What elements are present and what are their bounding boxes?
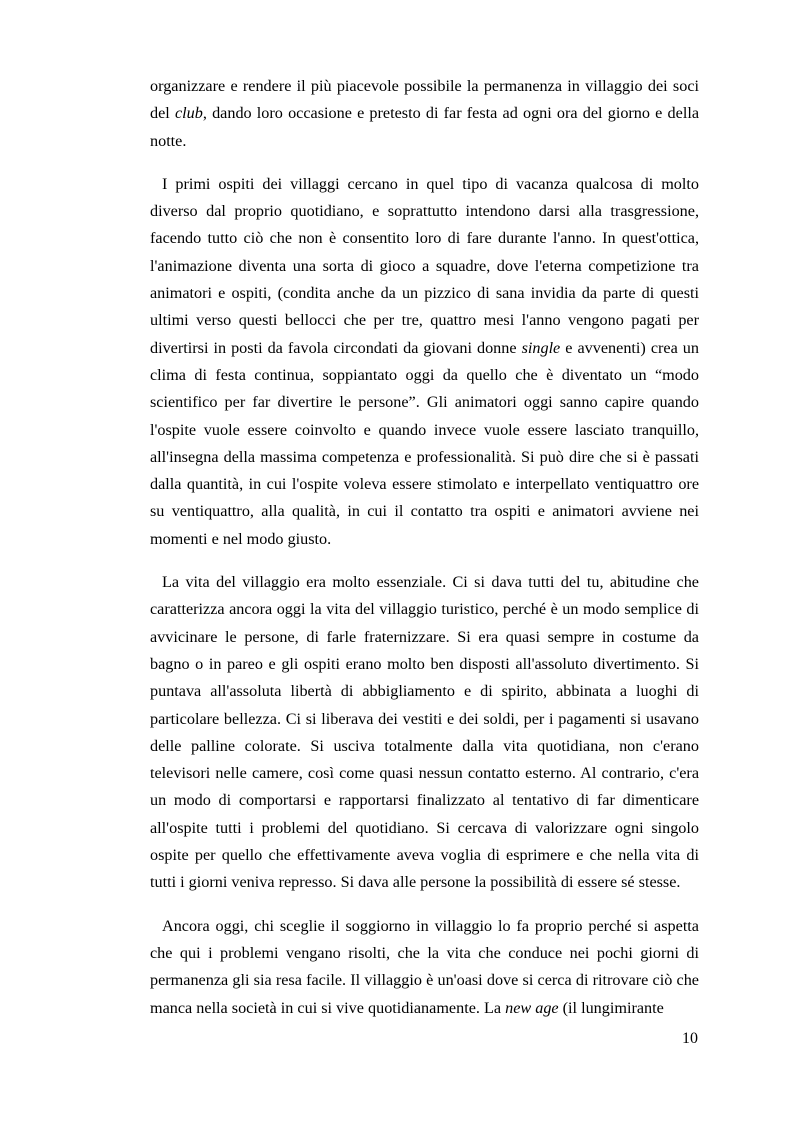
body-text [150,73,699,1038]
paragraph-1 [150,73,699,155]
page-number: 10 [682,1030,698,1047]
text-segment: I primi ospiti dei villaggi cercano in quel tipo di vacanza qualcosa di molto diverso dal proprio quotidiano, e soprattutto intendono darsi alla trasgressione, facendo tutto ciò che non è consentito loro di fare durante l'anno. In quest'ottica, l'animazione diventa una sorta di gioco a squadre, dove l'eterna competizione tra animatori e ospiti, (condita anche da un pizzico di sana invidia da parte di questi ultimi verso questi bellocci che per tre, quattro mesi l'anno vengono pagati per divertirsi in posti da favola circondati da giovani donne [150,174,699,357]
italic-text: single [521,338,561,357]
paragraph-3 [150,569,699,897]
text-segment: e avvenenti) crea un clima di festa continua, soppiantato oggi da quello che è diventato un “modo scientifico per far divertire le persone”. Gli animatori oggi sanno capire quando l'ospite vuole essere coinvolto e quando invece vuole essere lasciato tranquillo, all'insegna della massima competenza e professionalità. Si può dire che si è passati dalla quantità, in cui l'ospite voleva essere stimolato e interpellato ventiquattro ore su ventiquattro, alla qualità, in cui il contatto tra ospiti e animatori avviene nei momenti e nel modo giusto. [150,338,699,548]
text-segment: organizzare e rendere il più piacevole possibile la permanenza in villaggio dei soci del [150,77,699,123]
paragraph-2 [150,171,699,553]
text-segment: La vita del villaggio era molto essenziale. Ci si dava tutti del tu, abitudine che caratterizza ancora oggi la vita del villaggio turistico, perché è un modo semplice di avvicinare le persone, di farle fraternizzare. Si era quasi sempre in costume da bagno o in pareo e gli ospiti erano molto ben disposti all'assoluto divertimento. Si puntava all'assoluta libertà di abbigliamento e di spirito, abbinata a luoghi di particolare bellezza. Ci si liberava dei vestiti e dei soldi, per i pagamenti si usavano delle palline colorate. Si usciva totalmente dalla vita quotidiana, non c'erano televisori nelle camere, così come quasi nessun contatto esterno. Al contrario, c'era un modo di comportarsi e rapportarsi finalizzato al tentativo di far dimenticare all'ospite tutti i problemi del quotidiano. Si cercava di valorizzare ogni singolo ospite per quello che effettivamente aveva voglia di esprimere e che nella vita di tutti i giorni veniva represso. Si dava alle persone la possibilità di essere sé stesse. [150,573,699,892]
text-segment: , dando loro occasione e pretesto di far festa ad ogni ora del giorno e della notte. [150,104,700,150]
italic-text: club [174,104,203,123]
text-segment: Ancora oggi, chi sceglie il soggiorno in villaggio lo fa proprio perché si aspetta che qui i problemi vengano risolti, che la vita che conduce nei pochi giorni di permanenza gli sia resa facile. Il villaggio è un'oasi dove si cerca di ritrovare ciò che manca nella società in cui si vive quotidianamente. La [150,916,699,1017]
paragraph-4 [150,913,699,1022]
text-segment: (il lungimirante [558,998,664,1017]
italic-text: new age [505,998,559,1017]
